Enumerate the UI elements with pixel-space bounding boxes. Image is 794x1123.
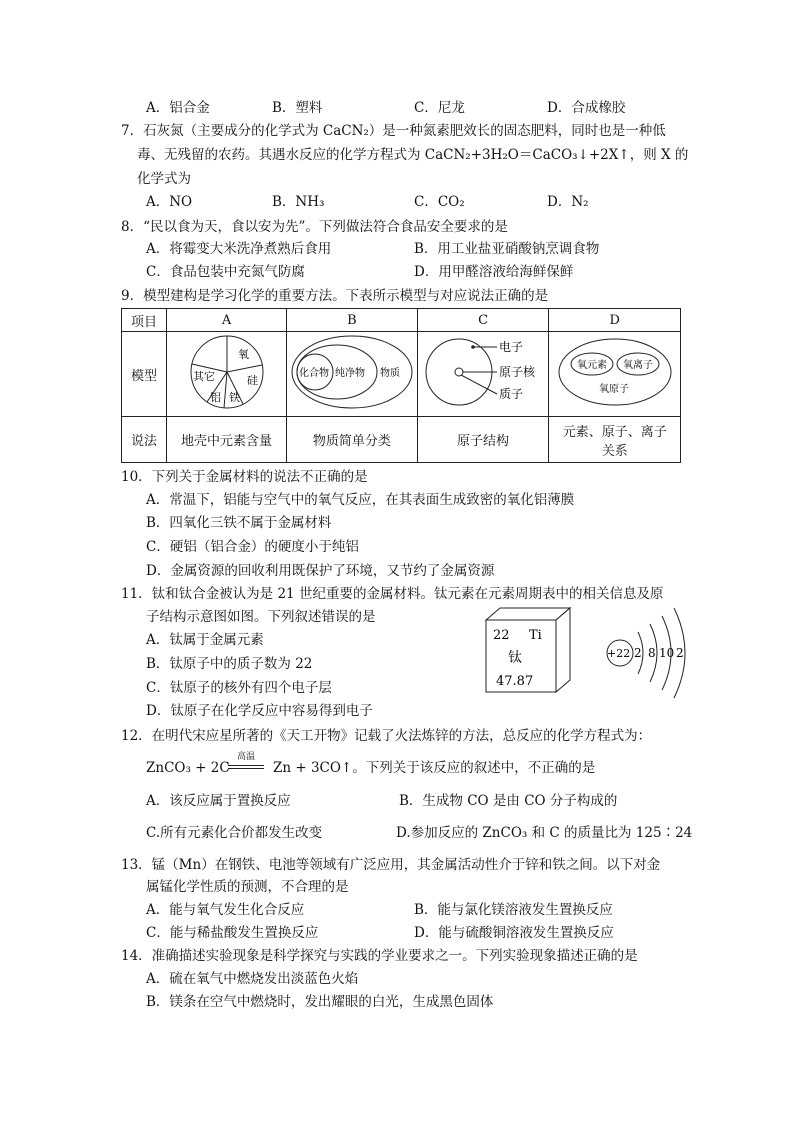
q12-eq-left: ZnCO₃ + 2C	[146, 760, 230, 776]
q11-option-d: D．钛原子在化学反应中容易得到电子	[146, 703, 373, 719]
label-compound: 化合物	[298, 368, 329, 379]
q9-header-a: A	[166, 309, 286, 332]
q10-option-d: D．金属资源的回收利用既保护了环境，又节约了金属资源	[146, 563, 495, 579]
q12-option-d: D.参加反应的 ZnCO₃ 和 C 的质量比为 125∶24	[396, 825, 693, 841]
q6-option-a: A．铝合金	[146, 100, 210, 116]
q12-eq-arrow-2	[228, 768, 264, 769]
q12-stem: 12．在明代宋应星所著的《天工开物》记载了火法炼锌的方法，总反应的化学方程式为：	[121, 728, 652, 744]
q8-stem: 8．“民以食为天，食以安为先”。下列做法符合食品安全要求的是	[121, 219, 508, 235]
label-oxygen-atom: 氧原子	[598, 384, 629, 395]
q7-stem-line3: 化学式为	[137, 171, 191, 187]
q11-option-c: C．钛原子的核外有四个电子层	[146, 680, 332, 696]
q11-stem-line1: 11．钛和钛合金被认为是 21 世纪重要的金属材料。钛元素在元素周期表中的相关信息及原	[121, 586, 664, 602]
atom-nucleus-charge: +22	[607, 647, 631, 660]
label-electron: 电子	[499, 340, 524, 354]
q9-row-say-label: 说法	[122, 417, 167, 463]
q10-option-a: A．常温下，铝能与空气中的氧气反应，在其表面生成致密的氧化铝薄膜	[146, 492, 575, 508]
q7-stem-line2: 毒、无残留的农药。其遇水反应的化学方程式为 CaCN₂+3H₂O＝CaCO₃↓+2X↑，则 X 的	[137, 147, 689, 163]
titanium-atom-diagram	[598, 604, 694, 700]
q13-option-d: D．能与硫酸铜溶液发生置换反应	[414, 925, 614, 941]
q9-say-d	[549, 417, 681, 463]
q9-header-d: D	[549, 309, 681, 332]
q9-header-b: B	[287, 309, 418, 332]
q11-option-b: B．钛原子中的质子数为 22	[146, 656, 313, 672]
q9-stem: 9．模型建构是学习化学的重要方法。下表所示模型与对应说法正确的是	[121, 288, 549, 304]
q9-say-d-line2: 关系	[601, 443, 628, 459]
q9-say-c: 原子结构	[417, 417, 549, 463]
pie-label-silicon: 硅	[246, 374, 258, 387]
q10-stem: 10．下列关于金属材料的说法不正确的是	[121, 469, 368, 485]
q8-option-b: B．用工业盐亚硝酸钠烹调食物	[414, 241, 600, 257]
pie-label-oxygen: 氧	[237, 348, 249, 361]
q7-option-a: A．NO	[146, 194, 193, 210]
cell-element-name: 钛	[508, 650, 522, 666]
q9-say-d-line1: 元素、原子、离子	[562, 424, 667, 440]
cell-atomic-mass: 47.87	[496, 674, 534, 689]
q7-option-c: C．CO₂	[414, 194, 465, 210]
pie-label-iron: 铁	[228, 391, 240, 404]
cell-symbol: Ti	[529, 628, 542, 643]
atom-shell-3: 10	[659, 646, 675, 660]
q10-option-b: B．四氧化三铁不属于金属材料	[146, 515, 332, 531]
q12-eq-right: Zn + 3CO↑。下列关于该反应的叙述中，不正确的是	[273, 760, 596, 776]
q8-option-c: C．食品包装中充氮气防腐	[146, 264, 305, 280]
classification-diagram	[289, 332, 415, 412]
label-nucleus: 原子核	[499, 365, 536, 379]
q14-option-b: B．镁条在空气中燃烧时，发出耀眼的白光，生成黑色固体	[146, 994, 494, 1010]
label-oxygen-ion: 氧离子	[622, 360, 653, 371]
q12-eq-condition: 高温	[236, 752, 255, 762]
q9-model-b	[287, 332, 418, 417]
label-pure-substance: 纯净物	[334, 368, 365, 379]
q11-option-a: A．钛属于金属元素	[146, 632, 264, 648]
q14-option-a: A．硫在氧气中燃烧发出淡蓝色火焰	[146, 971, 359, 987]
cell-atomic-number: 22	[493, 628, 510, 643]
q13-stem-line2: 属锰化学性质的预测，不合理的是	[146, 879, 349, 895]
q9-say-b: 物质简单分类	[287, 417, 418, 463]
q9-model-a	[166, 332, 286, 417]
q8-option-a: A．将霉变大米洗净煮熟后食用	[146, 241, 332, 257]
q9-model-d	[549, 332, 681, 417]
q12-option-b: B．生成物 CO 是由 CO 分子构成的	[399, 793, 618, 809]
q13-option-c: C．能与稀盐酸发生置换反应	[146, 925, 319, 941]
q6-option-d: D．合成橡胶	[547, 100, 626, 116]
q9-model-c	[417, 332, 549, 417]
pie-label-other: 其它	[192, 370, 215, 383]
q12-option-c: C.所有元素化合价都发生改变	[146, 825, 323, 841]
atom-structure-diagram	[419, 332, 547, 412]
q9-row-model-label: 模型	[122, 332, 167, 417]
q6-option-c: C．尼龙	[414, 100, 465, 116]
q6-option-b: B．塑料	[272, 100, 323, 116]
q12-option-a: A．该反应属于置换反应	[146, 793, 291, 809]
q12-eq-arrow	[228, 765, 264, 766]
q13-stem-line1: 13．锰（Mn）在钢铁、电池等领域有广泛应用，其金属活动性介于锌和铁之间。以下对金	[121, 857, 661, 873]
periodic-table-cell	[478, 604, 578, 696]
atom-shell-4: 2	[676, 646, 684, 660]
q7-option-b: B．NH₃	[272, 194, 325, 210]
q13-option-b: B．能与氯化镁溶液发生置换反应	[414, 902, 613, 918]
q8-option-d: D．用甲醛溶液给海鲜保鲜	[414, 264, 574, 280]
q9-model-table	[121, 308, 681, 463]
atom-shell-1: 2	[634, 646, 642, 660]
label-substance: 物质	[379, 368, 400, 379]
q14-stem: 14．准确描述实验现象是科学探究与实践的学业要求之一。下列实验现象描述正确的是	[121, 948, 638, 964]
q9-say-a: 地壳中元素含量	[166, 417, 286, 463]
q7-option-d: D．N₂	[547, 194, 589, 210]
element-atom-ion-diagram	[552, 332, 678, 412]
q13-option-a: A．能与氧气发生化合反应	[146, 902, 305, 918]
q11-stem-line2: 子结构示意图如图。下列叙述错误的是	[146, 609, 376, 625]
q9-header-item: 项目	[122, 309, 167, 332]
label-oxygen-element: 氧元素	[576, 360, 607, 371]
pie-diagram	[177, 332, 277, 412]
pie-label-aluminum: 铝	[209, 391, 221, 404]
label-proton: 质子	[499, 387, 524, 401]
q7-stem-line1: 7．石灰氮（主要成分的化学式为 CaCN₂）是一种氮素肥效长的固态肥料，同时也是一种低	[121, 123, 666, 139]
q10-option-c: C．硬铝（铝合金）的硬度小于纯铝	[146, 539, 359, 555]
q9-header-c: C	[417, 309, 549, 332]
atom-shell-2: 8	[648, 646, 656, 660]
